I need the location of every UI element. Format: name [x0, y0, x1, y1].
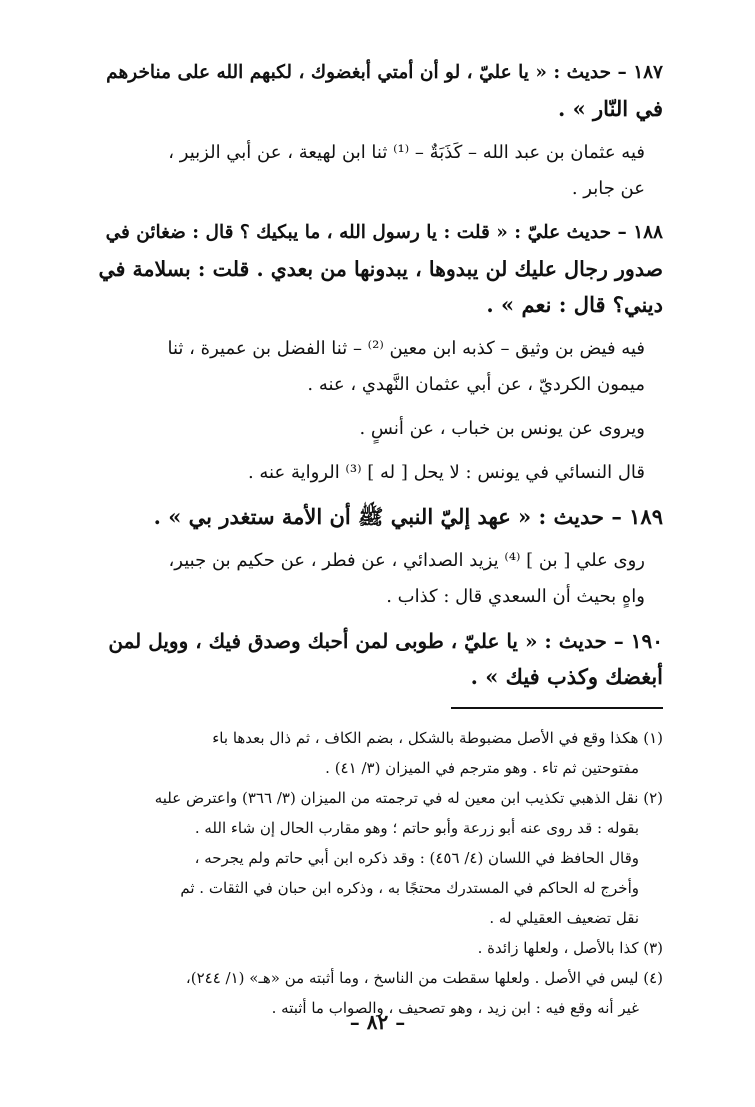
page-number: – ٨٢ – — [349, 1010, 406, 1034]
commentary-187 — [98, 135, 663, 207]
text-line: ميمون الكرديّ ، عن أبي عثمان النَّهدي ، عنه . — [307, 374, 645, 395]
footnote-1 — [98, 723, 663, 783]
footnote-line: (١) هكذا وقع في الأصل مضبوطة بالشكل ، بضم الكاف ، ثم ذال بعدها باء — [212, 729, 663, 747]
footnote-line: وأخرج له الحاكم في المستدرك محتجًا به ، وذكره ابن حبان في الثقات . ثم — [180, 879, 639, 897]
footnote-line: مفتوحتين ثم تاء . وهو مترجم في الميزان (٣/ ٤١) . — [325, 759, 639, 777]
text-line: أبغضك وكذب فيك » . — [470, 664, 663, 689]
footnote-line: (٣) كذا بالأصل ، ولعلها زائدة . — [477, 939, 663, 957]
footnotes — [98, 723, 663, 1023]
hadith-189 — [98, 499, 663, 535]
text-line: ١٨٩ – حديث : « عهد إليّ النبي ﷺ أن الأمة ستغدر بي » . — [153, 504, 663, 529]
commentary-188-c — [98, 455, 663, 491]
footnote-line: غير أنه وقع فيه : ابن زيد ، وهو تصحيف ، والصواب ما أثبته . — [271, 999, 639, 1017]
text-line: روى علي [ بن ] ⁽⁴⁾ يزيد الصدائي ، عن فطر ، عن حكيم بن جبير، — [168, 550, 645, 571]
commentary-189 — [98, 543, 663, 615]
hadith-188 — [98, 215, 663, 323]
text-line: فيه فيض بن وثيق – كذبه ابن معين ⁽²⁾ – ثنا الفضل بن عميرة ، ثنا — [167, 338, 645, 359]
text-line: ١٩٠ – حديث : « يا عليّ ، طوبى لمن أحبك وصدق فيك ، وويل لمن — [108, 629, 663, 653]
footnote-line: (٤) ليس في الأصل . ولعلها سقطت من الناسخ ، وما أثبته من «هـ» (١/ ٢٤٤)، — [185, 969, 663, 987]
text-line: عن جابر . — [571, 178, 645, 199]
footnote-line: (٢) نقل الذهبي تكذيب ابن معين له في ترجمته من الميزان (٣/ ٣٦٦) واعترض عليه — [154, 789, 663, 807]
footnote-line: نقل تضعيف العقيلي له . — [489, 909, 639, 927]
commentary-188-a — [98, 331, 663, 403]
text-line: قال النسائي في يونس : لا يحل [ له ] ⁽³⁾ الرواية عنه . — [247, 462, 645, 483]
footnote-separator — [451, 707, 663, 709]
footnote-3 — [98, 933, 663, 963]
main-text — [98, 55, 663, 695]
text-line: ١٨٨ – حديث عليّ : « قلت : يا رسول الله ، ما يبكيك ؟ قال : ضغائن في — [105, 222, 663, 243]
text-line: ١٨٧ – حديث : « يا عليّ ، لو أن أمتي أبغضوك ، لكبهم الله على مناخرهم — [106, 62, 663, 83]
text-line: صدور رجال عليك لن يبدوها ، يبدونها من بعدي . قلت : بسلامة في — [98, 257, 663, 281]
text-line: ديني؟ قال : نعم » . — [486, 292, 663, 317]
hadith-190 — [98, 623, 663, 695]
text-line: فيه عثمان بن عبد الله – كَذَبَةٌ – ⁽¹⁾ ثنا ابن لهيعة ، عن أبي الزبير ، — [168, 142, 645, 163]
text-line: واهٍ بحيث أن السعدي قال : كذاب . — [386, 586, 645, 607]
text-line: ويروى عن يونس بن خباب ، عن أنسٍ . — [359, 418, 645, 439]
footnote-2 — [98, 783, 663, 933]
footnote-line: وقال الحافظ في اللسان (٤/ ٤٥٦) : وقد ذكره ابن أبي حاتم ولم يجرحه ، — [194, 849, 639, 867]
hadith-187 — [98, 55, 663, 127]
text-line: في النّار » . — [557, 96, 663, 121]
footnote-line: بقوله : قد روى عنه أبو زرعة وأبو حاتم ؛ وهو مقارب الحال إن شاء الله . — [194, 819, 639, 837]
commentary-188-b — [98, 411, 663, 447]
